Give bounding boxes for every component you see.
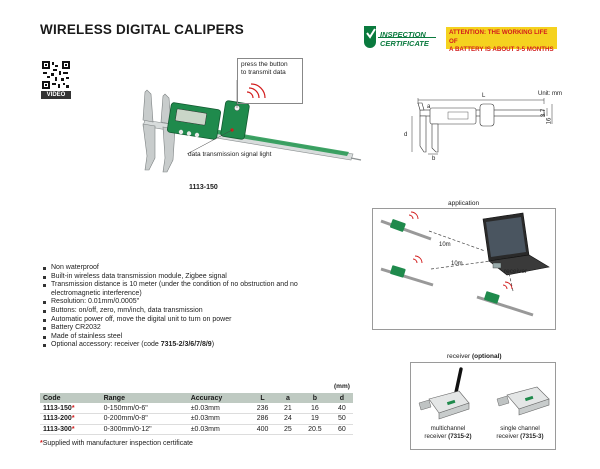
onoff-button-icon[interactable]	[179, 130, 183, 134]
callout-button-line-1: press the button	[241, 61, 288, 68]
header-L: L	[248, 393, 277, 403]
table-footnote	[40, 440, 193, 447]
row-d: 60	[331, 424, 353, 435]
receiver-dongle-icon	[493, 263, 501, 268]
application-label: application	[448, 200, 480, 207]
row-b: 19	[299, 414, 331, 425]
header-range: Range	[101, 393, 188, 403]
caliper-small-1	[381, 212, 431, 239]
row-accuracy: ±0.03mm	[188, 414, 249, 425]
row-range: 0-150mm/0-6"	[101, 403, 188, 414]
header-code: Code	[40, 393, 101, 403]
feature-item: Made of stainless steel	[42, 333, 332, 342]
qr-code[interactable]	[41, 60, 71, 90]
row-a: 21	[277, 403, 299, 414]
receiver-images	[411, 363, 557, 421]
certificate-line-1: INSPECTION	[380, 30, 426, 39]
video-label[interactable]: VIDEO	[41, 91, 71, 99]
specification-table	[40, 393, 353, 435]
row-range: 0-300mm/0-12"	[101, 424, 188, 435]
table-unit: (mm)	[334, 383, 350, 390]
distance-label-1: 10m	[439, 242, 451, 248]
feature-item: Optional accessory: receiver (code 7315-2/3/6/7/8/9)	[42, 341, 332, 350]
feature-item: Non waterproof	[42, 264, 332, 273]
caliper-small-2	[381, 256, 433, 285]
row-b: 20.5	[299, 424, 331, 435]
callout-button-line-2: to transmit data	[241, 69, 286, 76]
depth-rod	[351, 158, 361, 160]
multichannel-caption: multichannel receiver (7315-2)	[424, 425, 472, 440]
table-row	[40, 403, 353, 414]
single-channel-receiver-icon	[497, 387, 549, 415]
row-accuracy: ±0.03mm	[188, 424, 249, 435]
row-a: 24	[277, 414, 299, 425]
header-accuracy: Accuracy	[188, 393, 249, 403]
dimension-diagram	[408, 98, 558, 160]
row-range: 0-200mm/0-8"	[101, 414, 188, 425]
footnote-mark: *	[40, 440, 43, 447]
fixed-jaw	[143, 124, 155, 170]
receiver-panel	[410, 362, 556, 450]
diagram-label-L: L	[482, 93, 486, 99]
single-channel-code: (7315-3)	[520, 432, 544, 440]
multichannel-receiver-icon	[419, 369, 469, 419]
certificate-mark: *	[71, 404, 75, 412]
feature-item: Battery CR2032	[42, 324, 332, 333]
feature-item: Transmission distance is 10 meter (under the condition of no obstruction and no electromagnetic interference)	[42, 281, 332, 298]
zero-button-icon[interactable]	[187, 131, 191, 135]
row-b: 16	[299, 403, 331, 414]
application-illustration	[372, 208, 556, 330]
row-code: 1113-150	[43, 404, 72, 412]
row-code: 1113-300	[43, 425, 72, 433]
row-L: 236	[248, 403, 277, 414]
diagram-label-b: b	[432, 156, 436, 162]
fixed-upper-jaw	[143, 90, 153, 122]
row-a: 25	[277, 424, 299, 435]
moving-jaw	[163, 127, 175, 172]
diagram-label-d: d	[404, 132, 408, 138]
certificate-line-2: CERTIFICATE	[380, 39, 429, 48]
receiver-title: receiver (optional)	[447, 353, 502, 360]
attention-line-2: A BATTERY IS ABOUT 3-5 MONTHS	[449, 46, 554, 53]
application-scene	[373, 209, 557, 331]
signal-light-callout: data transmission signal light	[188, 151, 272, 158]
header-d: d	[331, 393, 353, 403]
footnote-text: Supplied with manufacturer inspection certificate	[42, 440, 193, 447]
attention-line-1: ATTENTION: THE WORKING LIFE OF	[449, 29, 548, 45]
diagram-label-3-7: 3.7	[541, 108, 548, 118]
table-row	[40, 424, 353, 435]
feature-item: Automatic power off, move the digital unit to turn on power	[42, 316, 332, 325]
row-code: 1113-200	[43, 415, 72, 423]
diagram-label-16: 16	[546, 117, 553, 125]
feature-list	[42, 264, 332, 350]
dimension-unit: Unit: mm	[538, 91, 562, 97]
page-title: WIRELESS DIGITAL CALIPERS	[40, 22, 245, 37]
model-caption: 1113-150	[189, 184, 218, 191]
certificate-mark: *	[71, 425, 75, 433]
feature-item: Buttons: on/off, zero, mm/inch, data transmission	[42, 307, 332, 316]
row-L: 286	[248, 414, 277, 425]
multichannel-code: (7315-2)	[448, 432, 472, 440]
row-d: 40	[331, 403, 353, 414]
feature-item: Built-in wireless data transmission module, Zigbee signal	[42, 273, 332, 282]
table-row	[40, 414, 353, 425]
diagram-label-a: a	[427, 104, 431, 110]
row-L: 400	[248, 424, 277, 435]
single-channel-caption: single channel receiver (7315-3)	[496, 425, 544, 440]
row-accuracy: ±0.03mm	[188, 403, 249, 414]
header-a: a	[277, 393, 299, 403]
row-d: 50	[331, 414, 353, 425]
receiver-callout-label: receiver	[504, 268, 528, 275]
certificate-mark: *	[71, 415, 75, 423]
inspection-certificate-logo	[362, 20, 438, 54]
table-header-row	[40, 393, 353, 403]
distance-label-2: 10m	[451, 261, 463, 267]
header-b: b	[299, 393, 331, 403]
battery-attention-notice	[446, 27, 557, 53]
caliper-small-3	[477, 282, 533, 315]
receiver-codes: 7315-2/3/6/7/8/9	[160, 341, 212, 349]
unit-button-icon[interactable]	[195, 133, 199, 137]
feature-item: Resolution: 0.01mm/0.0005"	[42, 298, 332, 307]
transmit-button-callout	[237, 58, 303, 104]
